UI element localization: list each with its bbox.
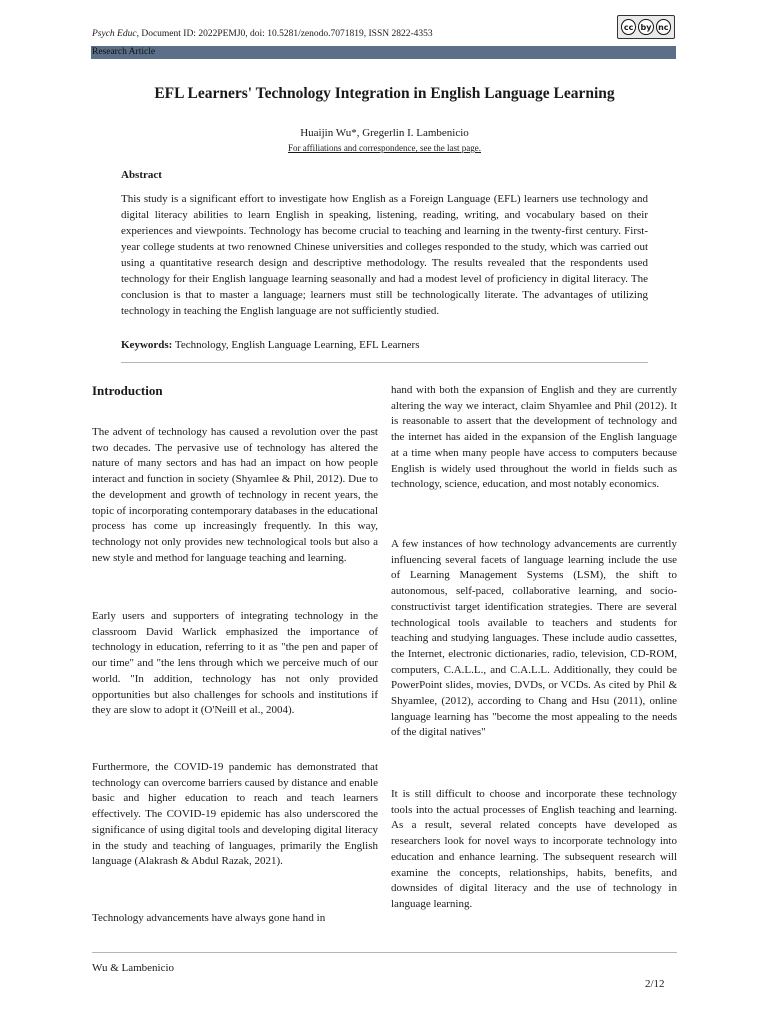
abstract-text: This study is a significant effort to investigate how English as a Foreign Language (EFL) learners use technology and digital literacy abilities to learn English in speaking, listening, reading, writing, and vocabulary based on their experiences and viewpoints. Technology has become crucial to teaching and learning in the twenty-first century. First-year college students at two renowned Chinese universities and colleges responded to the study, which was carried out using a quantitative research design and descriptive methodology. The results revealed that the respondents used technology for their English language learning seasonally and had a modest level of proficiency in digital literacy. The conclusion is that to master a language; learners must still be technologically literate. The advantages of utilizing technology in teaching the English language are not sufficiently studied. bbox=[121, 193, 648, 317]
section-heading: Introduction bbox=[92, 383, 163, 398]
paragraph: Early users and supporters of integrating technology in the classroom David Warlick emphasized the importance of technology in education, referring to it as "the pen and paper of our time" and "the lens through which we perceive much of our world. "In addition, technology has not only provided opportunities but also challenges for schools and institutions if they are slow to adopt it (O'Neill et al., 2004). bbox=[92, 610, 378, 717]
authors: Huaijin Wu*, Gregerlin I. Lambenicio bbox=[300, 127, 469, 139]
journal-meta: , Document ID: 2022PEMJ0, doi: 10.5281/zenodo.7071819, ISSN 2822-4353 bbox=[136, 29, 433, 39]
paragraph: Technology advancements have always gone hand in bbox=[92, 912, 326, 924]
abstract-heading: Abstract bbox=[121, 169, 162, 181]
paragraph: The advent of technology has caused a revolution over the past two decades. The pervasive use of technology has altered the nature of many sectors and has had an impact on how people interact and function in society (Shyamlee & Phil, 2012). Due to the development and growth of technology in recent years, the topic of incorporating contemporary databases in the educational process has come up increasingly frequently. In this way, technology not only provides new technological tools but also a new style and method for language teaching and learning. bbox=[92, 426, 378, 564]
section-label: Research Article bbox=[92, 47, 156, 57]
paragraph: A few instances of how technology advancements are currently influencing several facets of language learning include the use of Learning Management Systems (LSM), the shift to autonomous, self-paced, collaborative learning, and socio-constructivist target identification strategies. There are several technological tools available to teachers and students for teaching and studying languages. These include audio cassettes, the Internet, electronic dictionaries, radio, television, CD-ROM, computers, C.A.L.L., and C.A.L.L. Additionally, they could be PowerPoint slides, movies, DVDs, or VCDs. As cited by Phil & Shyamlee, (2012), according to Chang and Hsu (2011), online language learning has "become the most appealing to the needs of the digital natives" bbox=[391, 538, 677, 739]
cc-icon: cc bbox=[621, 19, 636, 35]
by-icon: by bbox=[638, 19, 653, 35]
footer-divider bbox=[92, 952, 677, 953]
keywords-text: Technology, English Language Learning, EFL Learners bbox=[172, 339, 420, 351]
divider bbox=[121, 362, 648, 363]
section-bar bbox=[91, 46, 676, 59]
nc-icon: nc bbox=[656, 19, 671, 35]
keywords-label: Keywords: bbox=[121, 339, 173, 351]
license-badge[interactable] bbox=[617, 15, 675, 39]
paper-title: EFL Learners' Technology Integration in English Language Learning bbox=[154, 85, 615, 102]
paragraph: It is still difficult to choose and incorporate these technology tools into the actual processes of English teaching and learning. As a result, several related concepts have developed as researchers look for novel ways to incorporate technology into education and enhance learning. The subsequent research will examine the concepts, relationships, habits, benefits, and downsides of digital literacy and the use of technology in language learning. bbox=[391, 788, 677, 910]
paragraph: Furthermore, the COVID-19 pandemic has demonstrated that technology can overcome barriers caused by distance and enable basic and higher education to reach and teach learners effectively. The COVID-19 epidemic has also underscored the significance of using digital tools and developing digital literacy in the study and teaching of languages, primarily the English language (Alakrash & Abdul Razak, 2021). bbox=[92, 761, 378, 868]
footer-authors: Wu & Lambenicio bbox=[92, 962, 175, 974]
journal-header bbox=[92, 29, 433, 39]
keywords bbox=[121, 339, 420, 351]
affiliation-link[interactable]: For affiliations and correspondence, see the last page. bbox=[287, 143, 482, 153]
paragraph: hand with both the expansion of English and they are currently altering the way we interact, claim Shyamlee and Phil (2012). It is reasonable to assert that the development of technology and the internet has aided in the expansion of the English language at a time when many people have access to computers because English is widely used throughout the world in fields such as technology, science, education, and most notably economics. bbox=[391, 384, 677, 491]
page-number: 2/12 bbox=[645, 978, 665, 990]
journal-name: Psych Educ bbox=[92, 29, 137, 39]
